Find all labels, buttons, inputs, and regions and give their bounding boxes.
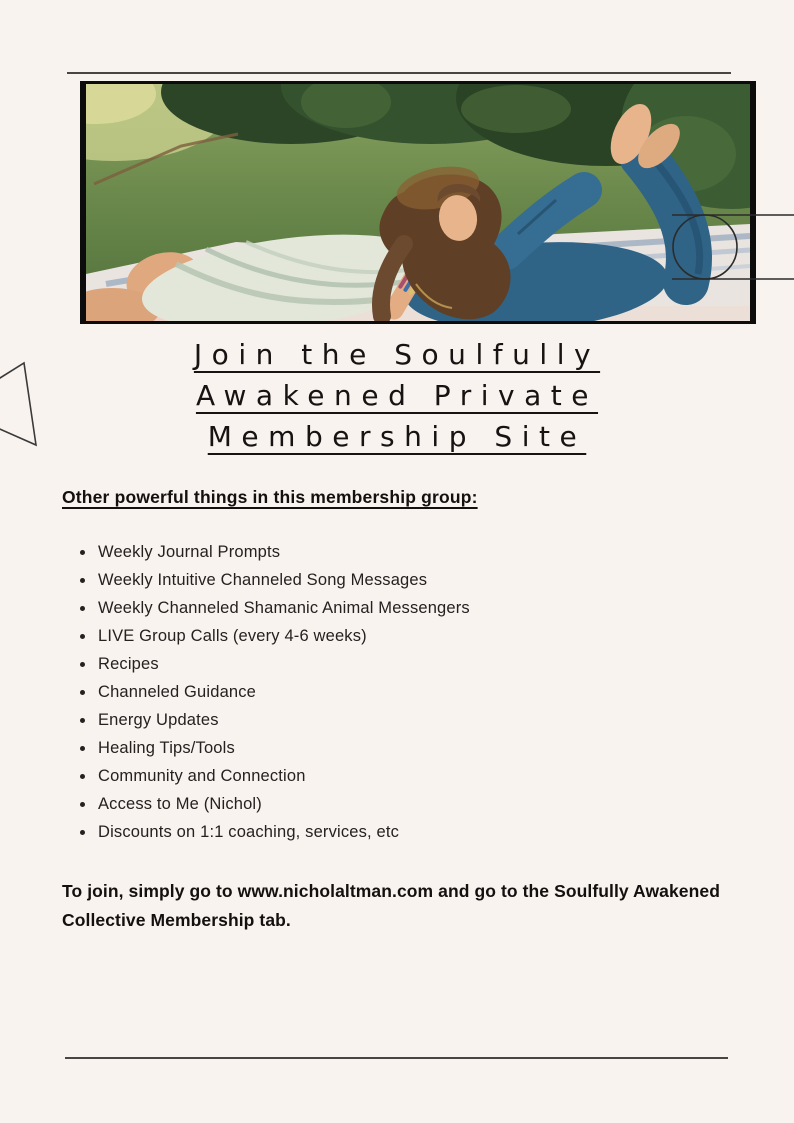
list-item: • Community and Connection — [96, 762, 736, 790]
list-item: • Discounts on 1:1 coaching, services, etc — [96, 818, 736, 846]
page-title — [0, 334, 794, 457]
list-item: • Access to Me (Nichol) — [96, 790, 736, 818]
bottom-divider-line — [65, 1057, 728, 1059]
list-item: • Weekly Intuitive Channeled Song Messages — [96, 566, 736, 594]
section-heading: Other powerful things in this membership group: — [62, 487, 478, 507]
title-line-1: Join the Soulfully — [193, 338, 601, 371]
list-item: • Channeled Guidance — [96, 678, 736, 706]
hero-photo — [80, 81, 756, 324]
list-item: • Healing Tips/Tools — [96, 734, 736, 762]
list-item: • Weekly Journal Prompts — [96, 538, 736, 566]
join-instructions: To join, simply go to www.nicholaltman.com and go to the Soulfully Awakened Collective Membership tab. — [62, 881, 720, 930]
top-divider-line — [67, 72, 731, 74]
benefits-list — [70, 538, 736, 846]
title-line-2: Awakened Private — [195, 379, 599, 412]
list-item: • LIVE Group Calls (every 4-6 weeks) — [96, 622, 736, 650]
circle-lines-decoration-icon — [660, 200, 794, 295]
title-line-3: Membership Site — [207, 420, 587, 453]
list-item: • Energy Updates — [96, 706, 736, 734]
list-item: • Weekly Channeled Shamanic Animal Messengers — [96, 594, 736, 622]
list-item: • Recipes — [96, 650, 736, 678]
hero-photo-illustration — [86, 84, 750, 321]
